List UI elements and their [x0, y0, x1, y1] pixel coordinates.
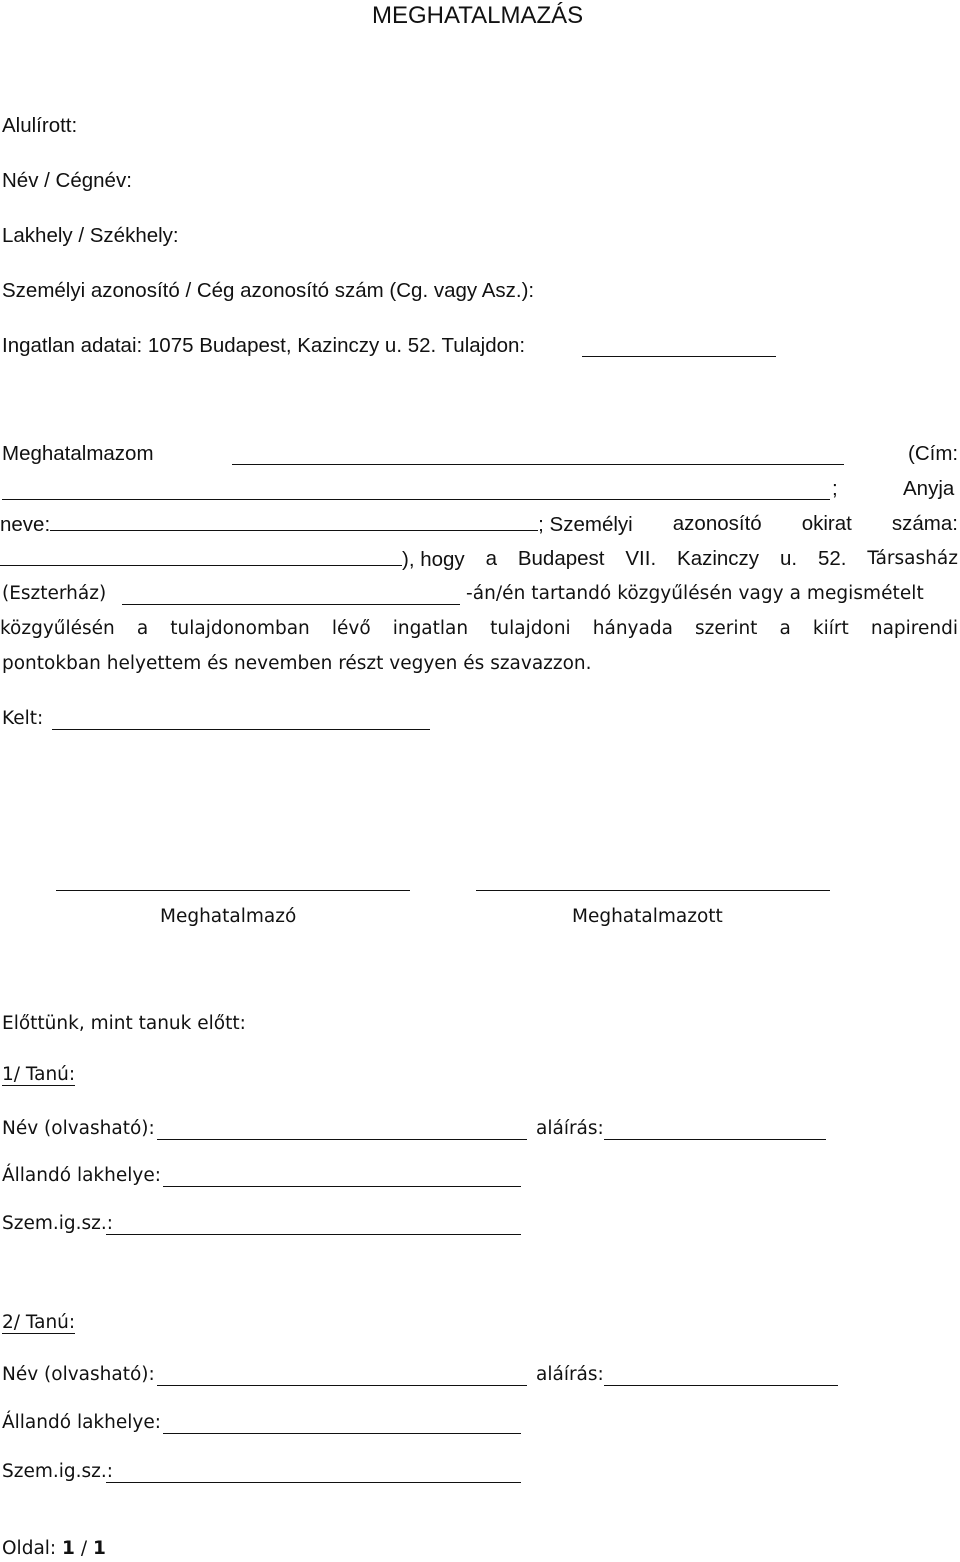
witnesses-intro: Előttünk, mint tanuk előtt: — [2, 1013, 246, 1034]
witness2-address-label: Állandó lakhelye: — [2, 1412, 161, 1433]
body-word: napirendi — [870, 618, 958, 639]
body-word: ingatlan — [392, 618, 469, 639]
agent-name-blank[interactable] — [232, 464, 844, 465]
body-word-condo: Társasház — [867, 548, 958, 569]
body-word: kiírt — [812, 618, 849, 639]
witness1-name-blank[interactable] — [157, 1139, 527, 1140]
mother-name-blank[interactable] — [50, 512, 538, 531]
body-word-u: u. — [779, 547, 798, 570]
id-doc-word-2: azonosító — [672, 512, 762, 535]
witness1-name-label: Név (olvasható): — [2, 1118, 155, 1139]
body-word-kazinczy: Kazinczy — [677, 547, 760, 570]
witness2-signature-label: aláírás: — [536, 1364, 604, 1385]
body-line-3 — [0, 512, 958, 537]
ownership-blank[interactable] — [582, 356, 776, 357]
witness1-id-blank[interactable] — [106, 1234, 521, 1235]
mother-label: Anyja — [903, 477, 955, 500]
name-label: Név / Cégnév: — [2, 169, 132, 192]
witness2-heading-text: 2/ Tanú: — [2, 1312, 76, 1333]
date-blank[interactable] — [52, 729, 430, 730]
witness2-address-blank[interactable] — [163, 1433, 521, 1434]
agent-label: Meghatalmazott — [572, 906, 723, 927]
body-word: szerint — [694, 618, 758, 639]
page-label: Oldal: — [2, 1538, 57, 1559]
page-separator: / — [80, 1538, 88, 1559]
body-word-hogy: ), hogy — [402, 548, 465, 571]
agent-signature-line[interactable] — [476, 890, 830, 891]
body-word-vii: VII. — [625, 547, 657, 570]
body-word: tulajdonomban — [170, 618, 310, 639]
witness1-address-label: Állandó lakhelye: — [2, 1165, 161, 1186]
body-word: a — [779, 618, 791, 639]
body-line-6 — [0, 617, 958, 641]
witness1-heading-text: 1/ Tanú: — [2, 1064, 76, 1085]
witness1-signature-blank[interactable] — [604, 1139, 826, 1140]
witness2-signature-blank[interactable] — [604, 1385, 838, 1386]
meeting-text: -án/én tartandó közgyűlésén vagy a megismételt — [466, 583, 924, 604]
witness2-id-label: Szem.ig.sz.: — [2, 1461, 113, 1482]
property-label: Ingatlan adatai: 1075 Budapest, Kazinczy u. 52. Tulajdon: — [2, 334, 526, 357]
witness1-address-blank[interactable] — [163, 1186, 521, 1187]
principal-signature-line[interactable] — [56, 890, 410, 891]
id-doc-word-1: ; Személyi — [538, 513, 633, 536]
page-title: MEGHATALMAZÁS — [372, 2, 584, 29]
witness1-heading — [2, 1063, 75, 1087]
id-number-label: Személyi azonosító / Cég azonosító szám (Cg. vagy Asz.): — [2, 279, 535, 302]
authorize-word: Meghatalmazom — [2, 442, 154, 465]
body-word: lévő — [331, 618, 371, 639]
address-open-label: (Cím: — [908, 442, 959, 465]
body-word: tulajdoni — [490, 618, 571, 639]
current-page: 1 — [62, 1538, 75, 1559]
residence-label: Lakhely / Székhely: — [2, 224, 179, 247]
witness2-heading — [2, 1311, 75, 1335]
meeting-date-blank[interactable] — [122, 604, 460, 605]
body-word: közgyűlésén — [0, 618, 115, 639]
mother-name-label: neve: — [0, 513, 51, 536]
body-word-52: 52. — [817, 547, 847, 570]
body-word: a — [136, 618, 149, 639]
id-doc-number-blank[interactable] — [0, 547, 402, 566]
condo-name: (Eszterház) — [2, 583, 107, 604]
witness2-name-label: Név (olvasható): — [2, 1364, 155, 1385]
separator-semicolon: ; — [832, 477, 838, 500]
undersigned-label: Alulírott: — [2, 114, 78, 137]
agent-address-blank[interactable] — [2, 499, 830, 500]
witness1-signature-label: aláírás: — [536, 1118, 604, 1139]
body-word: hányada — [592, 618, 673, 639]
body-last-line: pontokban helyettem és nevemben részt vegyen és szavazzon. — [2, 653, 592, 674]
total-pages: 1 — [92, 1538, 106, 1559]
body-word-a: a — [485, 547, 497, 570]
witness2-name-blank[interactable] — [157, 1385, 527, 1386]
witness1-id-label: Szem.ig.sz.: — [2, 1213, 113, 1234]
page-footer — [2, 1537, 106, 1561]
date-label: Kelt: — [2, 708, 44, 729]
id-doc-word-3: okirat — [801, 512, 852, 535]
body-line-4 — [0, 547, 958, 572]
body-word-budapest: Budapest — [517, 547, 605, 570]
witness2-id-blank[interactable] — [106, 1482, 521, 1483]
principal-label: Meghatalmazó — [160, 906, 297, 927]
id-doc-word-4: száma: — [891, 512, 958, 535]
